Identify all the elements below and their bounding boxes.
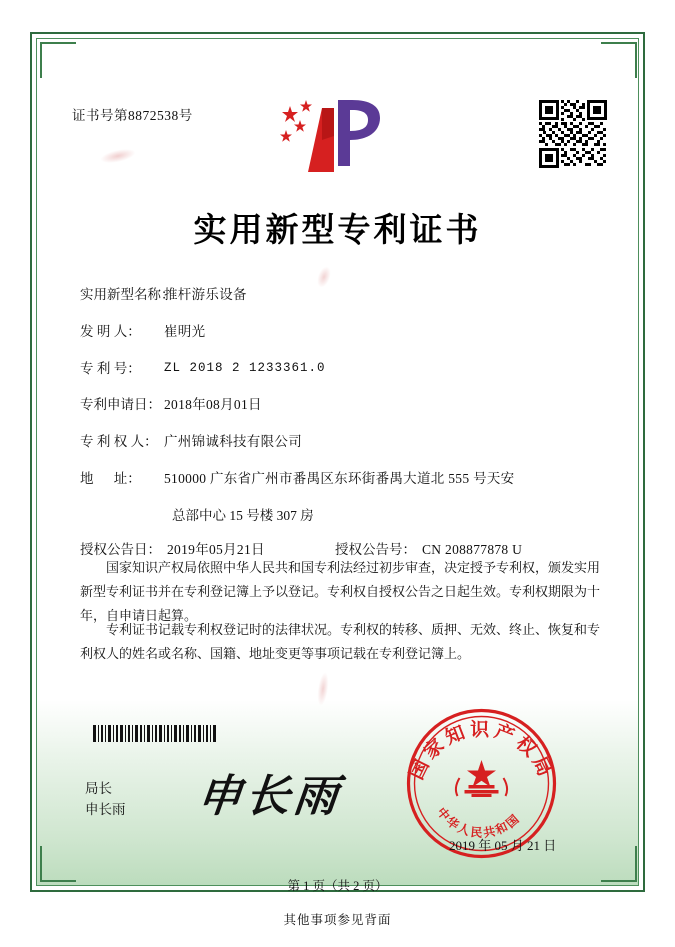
director-title bbox=[85, 779, 126, 821]
field-label: 专利申请日： bbox=[80, 397, 161, 413]
field-label: 发 明 人： bbox=[80, 323, 141, 339]
field-label: 专 利 号： bbox=[80, 360, 141, 376]
field-value: 崔明光 bbox=[164, 323, 206, 339]
svg-text:国家知识产权局: 国家知识产权局 bbox=[406, 719, 557, 784]
announcement-date-label: 授权公告日： bbox=[80, 541, 161, 557]
field-patent-number bbox=[80, 359, 600, 379]
cnipa-logo-icon bbox=[278, 96, 388, 182]
page-title: 实用新型专利证书 bbox=[193, 213, 482, 249]
field-value: 2018年08月01日 bbox=[164, 397, 262, 413]
paragraph-grant: 国家知识产权局依照中华人民共和国专利法经过初步审查，决定授予专利权，颁发实用新型专利证书并在专利登记簿上予以登记。专利权自授权公告之日起生效。专利权期限为十年，自申请日起算。 bbox=[80, 560, 601, 624]
handwritten-signature: 申长雨 bbox=[194, 772, 345, 821]
qr-code-icon bbox=[537, 98, 609, 170]
announcement-number-value: CN 208877878 U bbox=[422, 541, 523, 557]
field-value: 推杆游乐设备 bbox=[164, 287, 247, 302]
field-value: 广州锦诚科技有限公司 bbox=[164, 434, 302, 449]
field-utility-model-name bbox=[80, 285, 600, 305]
field-inventor bbox=[80, 322, 600, 342]
field-address-line2: 总部中心 15 号楼 307 房 bbox=[172, 507, 314, 523]
director-title-line1: 局长 bbox=[85, 781, 112, 796]
fields-block bbox=[80, 285, 600, 574]
director-name: 申长雨 bbox=[85, 801, 126, 817]
paragraph-register: 专利证书记载专利权登记时的法律状况。专利权的转移、质押、无效、终止、恢复和专利权人的姓名或名称、国籍、地址变更等事项记载在专利登记簿上。 bbox=[80, 622, 601, 662]
announcement-date-value: 2019年05月21日 bbox=[167, 541, 265, 557]
field-value: 510000 广东省广州市番禺区东环街番禺大道北 555 号天安 bbox=[164, 470, 515, 486]
certificate-number: 证书号第8872538号 bbox=[72, 108, 193, 123]
field-label: 专 利 权 人： bbox=[80, 434, 158, 449]
barcode-icon bbox=[93, 725, 219, 742]
seal-date: 2019 年 05 月 21 日 bbox=[449, 838, 557, 853]
svg-text:中华人民共和国: 中华人民共和国 bbox=[434, 804, 524, 841]
page-number: 第 1 页（共 2 页） bbox=[287, 879, 388, 893]
field-value: ZL 2018 2 1233361.0 bbox=[164, 360, 326, 375]
field-label: 地 址： bbox=[80, 470, 141, 486]
footer-note: 其他事项参见背面 bbox=[283, 913, 392, 927]
field-application-date bbox=[80, 395, 600, 415]
field-address bbox=[80, 469, 600, 489]
field-label: 实用新型名称： bbox=[80, 287, 175, 302]
announcement-number-label: 授权公告号： bbox=[335, 541, 416, 557]
field-patentee bbox=[80, 432, 600, 452]
